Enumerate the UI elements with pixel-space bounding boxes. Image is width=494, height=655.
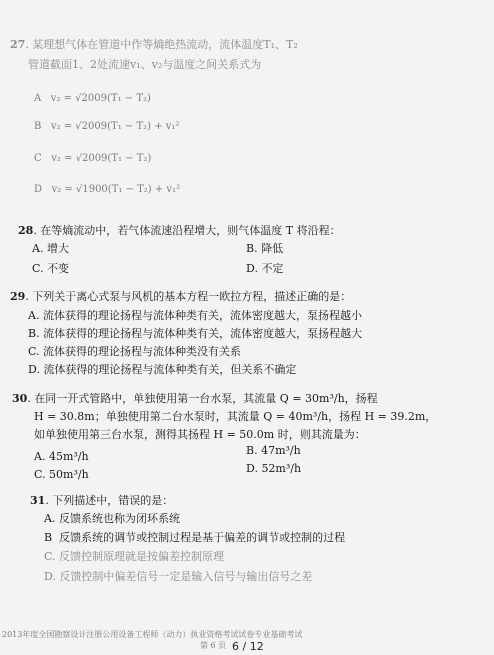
q28-option-b: B. 降低 [246, 242, 284, 255]
q29-stem: 29. 下列关于离心式泵与风机的基本方程一欧拉方程，描述正确的是： [10, 290, 352, 303]
q30-option-b: B. 47m³/h [246, 444, 301, 457]
q31-option-a: A. 反馈系统也称为闭环系统 [44, 512, 180, 525]
q30-number: 30 [12, 392, 28, 405]
q27-option-c: C v₂ = √2009(T₁ − T₂) [34, 153, 152, 164]
q29-option-d: D. 流体获得的理论扬程与流体种类有关，但关系不确定 [28, 363, 297, 376]
q27-option-b: B v₂ = √2009(T₁ − T₂) + v₁² [34, 121, 180, 132]
q30-line3: 如单独使用第三台水泵，测得其扬程 H = 50.0m 时，则其流量为： [34, 428, 366, 441]
q30-line1: 30. 在同一开式管路中，单独使用第一台水泵，其流量 Q = 30m³/h，扬程 [12, 392, 378, 405]
q31-option-d: D. 反馈控制中偏差信号一定是输入信号与输出信号之差 [44, 570, 313, 583]
q29-number: 29 [10, 290, 26, 303]
q29-option-c: C. 流体获得的理论扬程与流体种类没有关系 [28, 345, 242, 358]
q28-stem: 28. 在等熵流动中，若气体流速沿程增大，则气体温度 T 将沿程： [18, 224, 341, 237]
q31-option-c: C. 反馈控制原理就是按偏差控制原理 [44, 550, 225, 563]
q27-line2: 管道截面1、2处流速v₁、v₂与温度之间关系式为 [28, 58, 262, 71]
q28-option-d: D. 不定 [246, 262, 284, 275]
q28-number: 28 [18, 224, 34, 237]
q30-option-d: D. 52m³/h [246, 462, 302, 475]
q30-option-c: C. 50m³/h [34, 468, 89, 481]
q31-option-b: B 反馈系统的调节或控制过程是基于偏差的调节或控制的过程 [44, 531, 346, 544]
q30-option-a: A. 45m³/h [34, 450, 89, 463]
page-indicator: 6 / 12 [232, 640, 264, 653]
q28-option-a: A. 增大 [32, 242, 69, 255]
q31-stem: 31. 下列描述中，错误的是： [30, 494, 174, 507]
q28-option-c: C. 不变 [32, 262, 70, 275]
q27-line1: 27. 某理想气体在管道中作等熵绝热流动，流体温度T₁、T₂ [10, 38, 298, 51]
q29-option-a: A. 流体获得的理论扬程与流体种类有关，流体密度越大，泵扬程越小 [28, 309, 362, 322]
q27-number: 27 [10, 38, 26, 51]
footer-page-label: 第 6 页 [200, 641, 227, 650]
q30-line2: H = 30.8m；单独使用第二台水泵时，其流量 Q = 40m³/h，扬程 H = 39.2m， [34, 410, 437, 423]
q27-option-d: D v₂ = √1900(T₁ − T₂) + v₁² [34, 184, 181, 195]
q31-number: 31 [30, 494, 46, 507]
q29-option-b: B. 流体获得的理论扬程与流体种类有关，流体密度越大，泵扬程越大 [28, 327, 363, 340]
q27-option-a: A v₂ = √2009(T₁ − T₂) [34, 93, 151, 104]
footer-text: 2013年度全国勘察设计注册公用设备工程师（动力）执业资格考试试卷专业基础考试 [2, 630, 303, 639]
